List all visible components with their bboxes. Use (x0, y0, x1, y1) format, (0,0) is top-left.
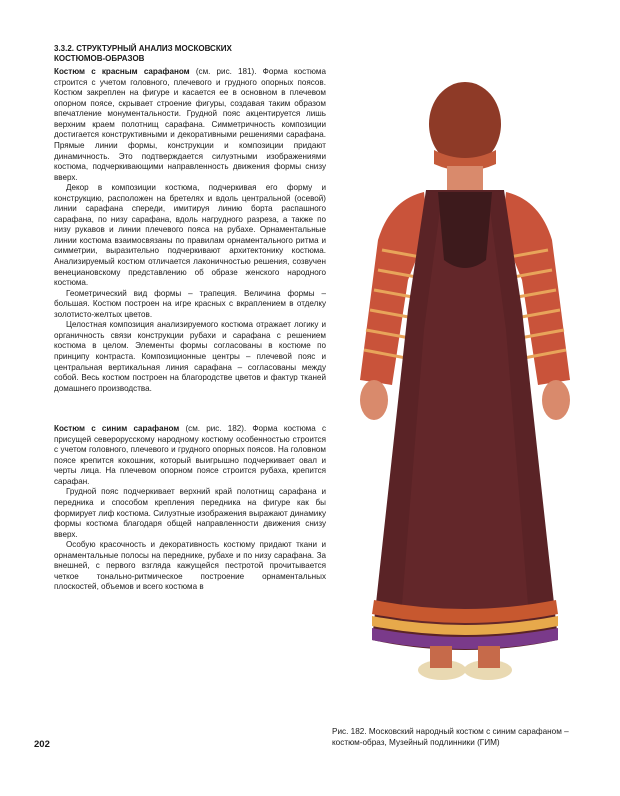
figure-caption: Рис. 182. Московский народный костюм с синим сарафаном – костюм-образ, Музейный подлинники (ГИМ) (332, 727, 569, 747)
section-title-line1: 3.3.2. СТРУКТУРНЫЙ АНАЛИЗ МОСКОВСКИХ (54, 44, 232, 53)
section-gap (54, 394, 326, 424)
costume-illustration (330, 80, 600, 710)
text-column (54, 44, 326, 593)
section-heading (54, 44, 326, 63)
red-costume-paragraph-1 (54, 67, 326, 183)
blue-costume-paragraph-3: Особую красочность и декоративность костюму придают ткани и орнаментальные полосы на переднике, рубахе и по низу сарафана. За внешней, с первого взгляда кажущейся пестротой прочитывается четкое тонально-ритмическое построение орнаментальных плоскостей, объемов и всего костюма в (54, 540, 326, 592)
sarafan-bib (438, 192, 492, 268)
section-title-line2: КОСТЮМОВ-ОБРАЗОВ (54, 53, 145, 63)
right-leg (478, 646, 500, 668)
left-hand (360, 380, 388, 420)
neck (447, 166, 483, 192)
red-costume-heading: Костюм с красным сарафаном (54, 67, 190, 77)
red-costume-text-1: (см. рис. 181). Форма костюма строится с учетом головного, плечевого и грудного опорных поясов. Костюм закреплен на фигуре и касается ее в основном в плечевом опорном поясе, скрывает строение фигуры, создавая таким образом впечатление монументальности. Грудной пояс акцентируется лишь верхним краем полотнищ сарафана. Симметричность композиции достигается конструктивными и декоративными решениями сарафана. Прямые линии формы, конструкции и композиции придают динамичность. Это подтверждается силуэтными изображениями костюма, подчеркивающими направленность движения формы снизу вверх. (54, 67, 326, 182)
blue-costume-heading: Костюм с синим сарафаном (54, 424, 180, 434)
blue-costume-paragraph-2: Грудной пояс подчеркивает верхний край полотнищ сарафана и передника и способом крепления передника на фигуре как бы формирует лиф костюма. Силуэтные изображения выражают динамику формы костюма благодаря общей направленности движения снизу вверх. (54, 487, 326, 539)
red-costume-paragraph-2: Декор в композиции костюма, подчеркивая его форму и конструкцию, расположен на бретелях и вдоль центральной (осевой) линии сарафана спереди, имитируя линию борта распашного сарафана, по низу сарафана, вдоль нагрудного разреза, а также по низу рукавов и линии плечевого пояса на рубахе. Орнаментальные линии костюма взаимосвязаны по правилам орнаментального ритма и симметрии, выразительно подчеркивают архитектонику костюма. Анализируемый костюм отличается лаконичностью решения, созвучен венециановскому представлению об образе женского народного костюма. (54, 183, 326, 288)
red-costume-paragraph-3: Геометрический вид формы – трапеция. Величина формы – большая. Костюм построен на игре красных с вкраплением в отделку золотисто-желтых цветов. (54, 288, 326, 319)
blue-costume-text-1: (см. рис. 182). Форма костюма с присущей северорусскому народному костюму особенностью строится с учетом головного, плечевого и грудного опорных поясов. На головном поясе крепится кокошник, который выигрышно подчеркивает овал и черты лица. На плечевом опорном поясе строится рубаха, крепится сарафан. (54, 424, 326, 486)
right-hand (542, 380, 570, 420)
left-leg (430, 646, 452, 668)
page-number: 202 (34, 739, 50, 750)
blue-costume-paragraph-1 (54, 424, 326, 487)
red-costume-paragraph-4: Целостная композиция анализируемого костюма отражает логику и органичность связи конструкции рубахи и сарафана с решением костюма в целом. Элементы формы согласованы в костюме по принципу контраста. Композиционные центры – плечевой пояс и центральная вертикальная линия сарафана – согласованы между собой. Весь костюм построен на благородстве цветов и фактур тканей домашнего производства. (54, 320, 326, 393)
